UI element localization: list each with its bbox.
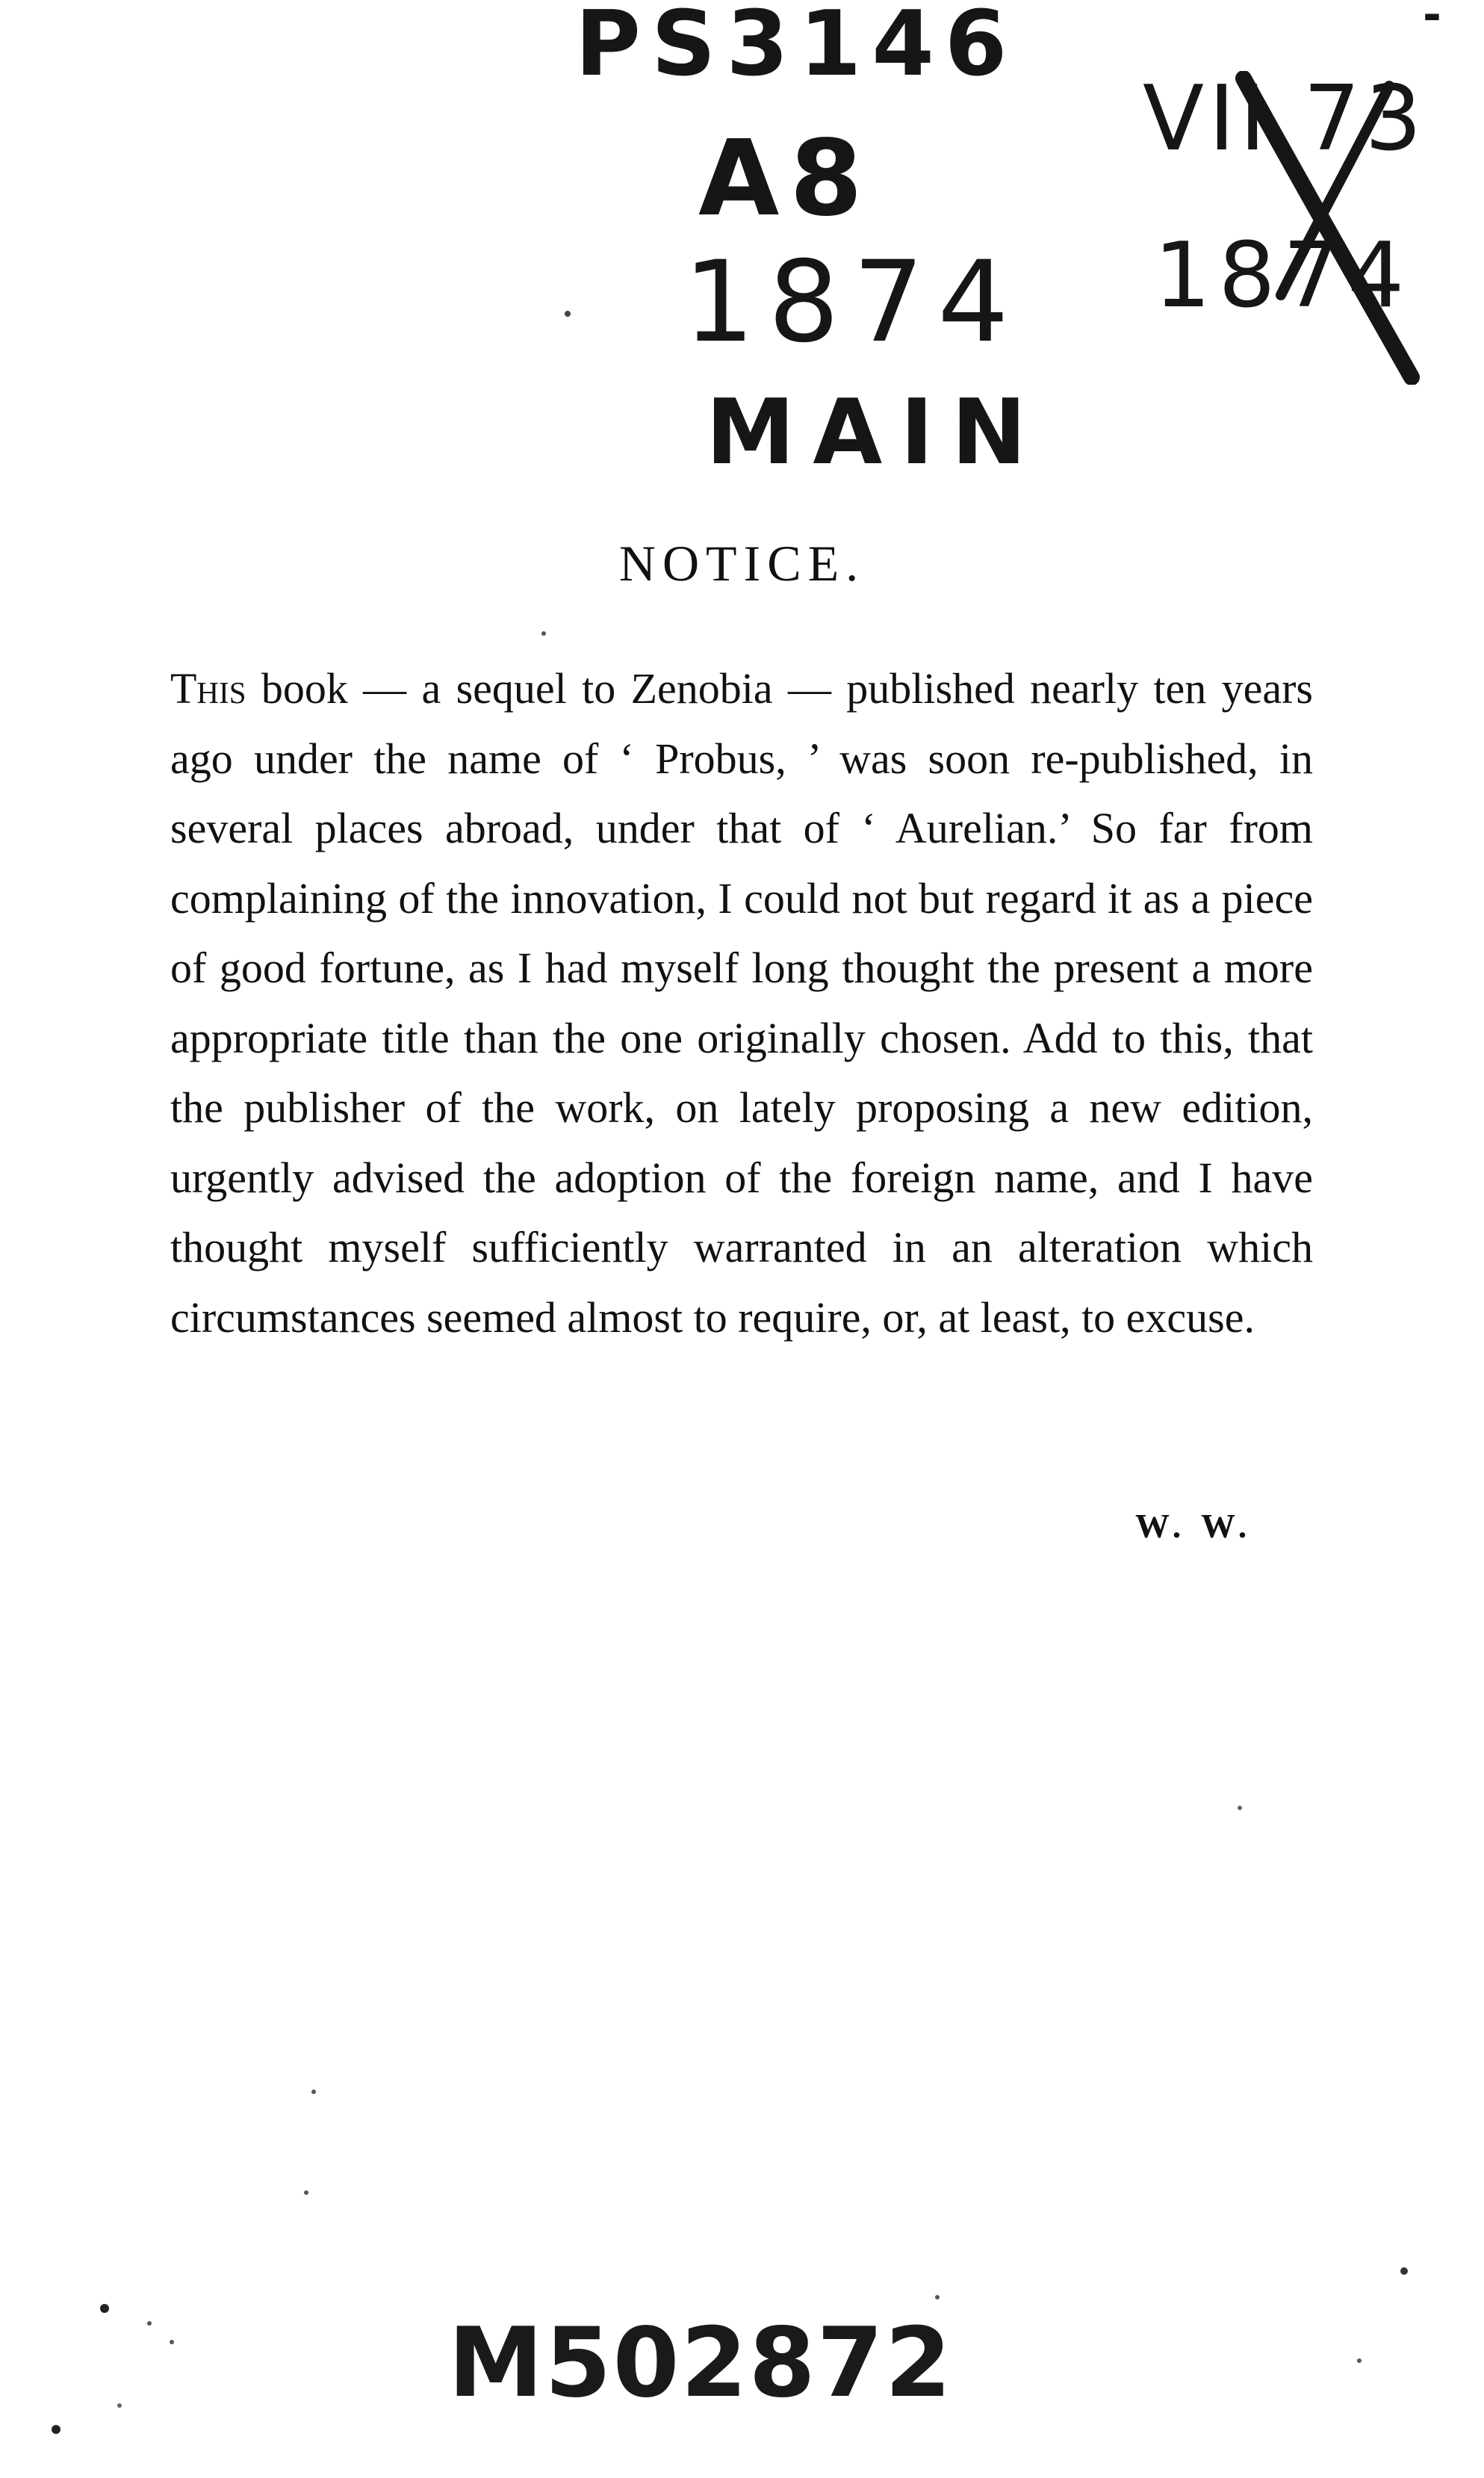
alt-shelfmark-line-1: VII 73 bbox=[1143, 67, 1426, 171]
corner-pencil-mark: - bbox=[1423, 0, 1441, 41]
library-stamp-number: M502872 bbox=[448, 2308, 953, 2419]
call-number-line-4: MAIN bbox=[706, 381, 1045, 485]
alt-shelfmark-line-2: 1874 bbox=[1154, 224, 1412, 328]
call-number-line-3: 1874 bbox=[683, 238, 1022, 368]
notice-heading: NOTICE. bbox=[618, 535, 866, 592]
signature-initials: W. W. bbox=[1135, 1507, 1253, 1545]
notice-body bbox=[170, 654, 1313, 1352]
call-number-line-1: PS3146 bbox=[575, 0, 1018, 96]
notice-lead-word: This bbox=[170, 664, 246, 713]
call-number-line-2: A8 bbox=[698, 118, 873, 240]
notice-body-text: book — a sequel to Zenobia — published nearly ten years ago under the name of ‘ Probus, ’ was soon re-published, in several places abroad, under that of ‘ Aurelian.’ So far from complaining of the innovation, I could not but regard it as a piece of good fortune, as I had myself long thought the present a more appropriate title than the one originally chosen. Add to this, that the publisher of the work, on lately proposing a new edition, urgently advised the adoption of the foreign name, and I have thought myself sufficiently warranted in an alteration which circumstances seemed almost to require, or, at least, to excuse. bbox=[170, 664, 1313, 1342]
crossed-out-mark bbox=[1229, 71, 1423, 385]
